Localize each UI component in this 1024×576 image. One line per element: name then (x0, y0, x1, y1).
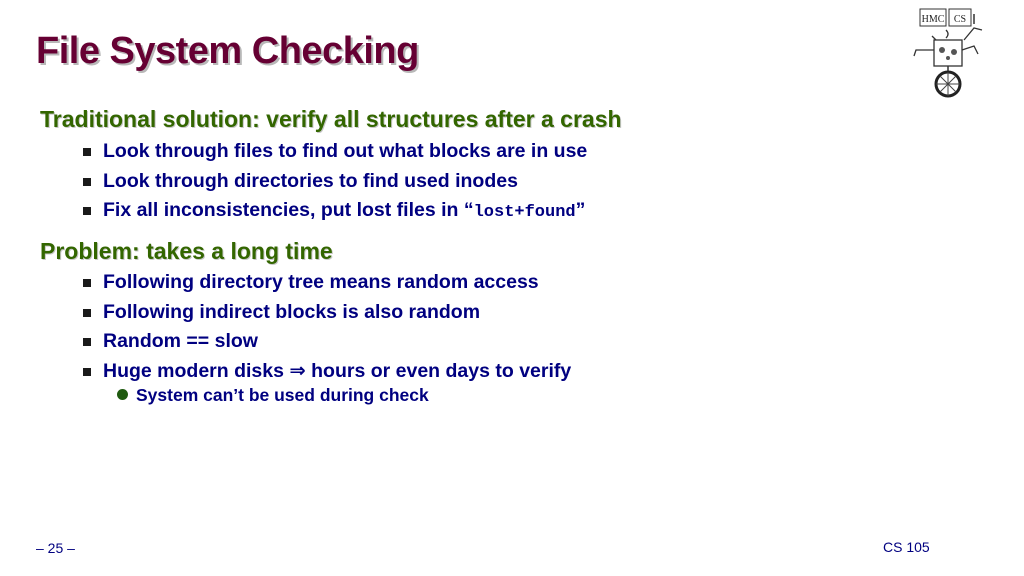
list-item (82, 327, 571, 357)
round-bullet-icon (117, 389, 128, 400)
bullet-text: Fix all inconsistencies, put lost files in “ (103, 199, 474, 221)
bullet-text: Look through files to find out what blocks are in use (103, 140, 588, 162)
list-item (82, 268, 571, 298)
list-item (82, 357, 571, 387)
hmc-cs-logo (908, 6, 992, 100)
square-bullet-icon (83, 207, 91, 215)
list-item (82, 137, 587, 167)
slide-title: File System Checking (36, 30, 419, 72)
lost-found-code: lost+found (473, 203, 576, 222)
square-bullet-icon (83, 148, 91, 156)
implies-arrow-icon: ⇒ (289, 359, 306, 382)
list-item (82, 167, 587, 197)
sub-bullet-text: System can’t be used during check (136, 385, 429, 405)
svg-text:CS: CS (953, 14, 967, 25)
bullet-text: Look through directories to find used inodes (103, 169, 518, 192)
bullet-list-traditional-solution (82, 137, 587, 226)
course-label: CS 105 (883, 539, 930, 555)
square-bullet-icon (83, 178, 91, 186)
bullet-text: Following indirect blocks is also random (103, 300, 481, 323)
bullet-text: Random == slow (103, 330, 258, 352)
sub-list-item (116, 383, 429, 407)
svg-text:HMC: HMC (921, 14, 945, 25)
section-heading-problem: Problem: takes a long time (40, 238, 333, 264)
bullet-list-problem (82, 268, 571, 386)
bullet-text-suffix: ” (575, 199, 586, 221)
section-heading-traditional-solution: Traditional solution: verify all structures after a crash (40, 106, 622, 132)
square-bullet-icon (83, 279, 91, 287)
list-item (82, 298, 571, 328)
square-bullet-icon (83, 338, 91, 346)
bullet-text: Huge modern disks (103, 359, 290, 382)
square-bullet-icon (83, 368, 91, 376)
bullet-text-suffix: hours or even days to verify (305, 359, 572, 382)
list-item (82, 196, 587, 226)
bullet-text: Following directory tree means random access (103, 271, 539, 293)
sub-bullet-list (116, 383, 429, 407)
square-bullet-icon (83, 309, 91, 317)
page-number: – 25 – (36, 540, 75, 556)
